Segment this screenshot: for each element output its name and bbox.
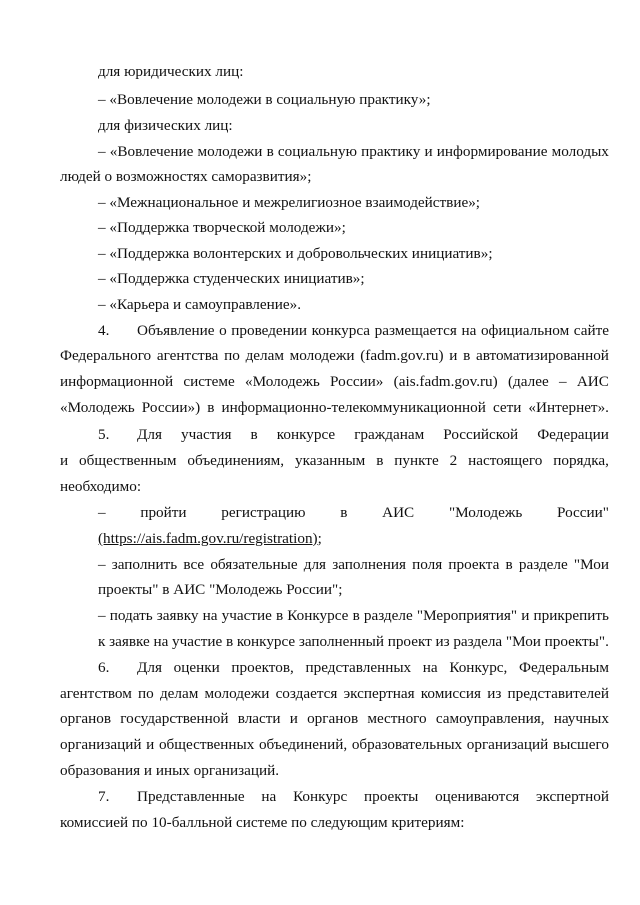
- word: информационной: [60, 373, 174, 390]
- text-line: – «Карьера и самоуправление».: [98, 296, 301, 313]
- word: заполнения: [332, 556, 406, 573]
- text-line-justified: [60, 373, 609, 391]
- word: из: [435, 633, 450, 650]
- text-line: – «Поддержка волонтерских и добровольческих инициатив»;: [98, 245, 493, 262]
- text-line: – «Вовлечение молодежи в социальную практику»;: [98, 91, 431, 108]
- word: и: [289, 710, 298, 727]
- text-line-justified: [137, 659, 609, 677]
- text-line-justified: [60, 452, 609, 470]
- word: участие: [172, 633, 223, 650]
- paragraph-number: 7.: [98, 788, 110, 805]
- word: указанным: [295, 452, 366, 469]
- text-line-justified: [98, 143, 609, 161]
- word: органов: [60, 710, 112, 727]
- word: на: [202, 607, 218, 624]
- word: Для: [137, 426, 162, 443]
- word: "Мероприятия": [416, 607, 518, 624]
- word: объединений,: [258, 736, 348, 753]
- word: по: [224, 347, 240, 364]
- word: проекты: [364, 788, 419, 805]
- word: участие: [221, 607, 272, 624]
- word: в: [266, 143, 274, 160]
- word: высшего: [552, 736, 609, 753]
- word: на: [261, 788, 277, 805]
- word: АИС: [576, 373, 609, 390]
- text-line: для юридических лиц:: [98, 63, 244, 80]
- word: из: [487, 685, 502, 702]
- text-line: для физических лиц:: [98, 117, 233, 134]
- text-line-justified: [98, 504, 609, 522]
- word: Конкурсе: [287, 607, 349, 624]
- word: регистрацию: [221, 504, 306, 521]
- text-line: [98, 530, 322, 548]
- word: по: [138, 685, 154, 702]
- text-line-justified: [60, 685, 609, 703]
- word: системе: [183, 373, 235, 390]
- word: и: [424, 143, 433, 160]
- word: (ais.fadm.gov.ru): [393, 373, 498, 390]
- word: проекты".: [544, 633, 609, 650]
- word: поля: [412, 556, 443, 573]
- word: в: [340, 504, 348, 521]
- word: разделе: [518, 556, 568, 573]
- word: «Интернет».: [528, 399, 609, 416]
- word: делам: [245, 347, 284, 364]
- word: образовательных: [351, 736, 463, 753]
- word: –: [98, 143, 106, 160]
- word: создается: [275, 685, 338, 702]
- paragraph-number: 4.: [98, 322, 110, 339]
- word: "Молодежь: [448, 504, 523, 521]
- word: «Вовлечение: [109, 143, 194, 160]
- word: на: [153, 633, 169, 650]
- word: пункте: [394, 452, 439, 469]
- word: в: [250, 426, 258, 443]
- word: в: [225, 633, 234, 650]
- word: власти: [237, 710, 281, 727]
- word: проведении: [231, 322, 308, 339]
- word: участия: [181, 426, 232, 443]
- word: –: [558, 373, 567, 390]
- word: заполнить: [111, 556, 178, 573]
- text-line-justified: [137, 322, 609, 340]
- word: сайте: [573, 322, 609, 339]
- word: и: [146, 736, 155, 753]
- text-line: – «Межнациональное и межрелигиозное взаимодействие»;: [98, 194, 481, 211]
- word: практику: [361, 143, 421, 160]
- word: Федеральным: [519, 659, 609, 676]
- word: на: [422, 659, 438, 676]
- word: конкурса: [311, 322, 371, 339]
- word: государственной: [120, 710, 229, 727]
- word: Российской: [443, 426, 519, 443]
- word: местного: [367, 710, 427, 727]
- word: настоящего: [468, 452, 543, 469]
- word: "Мои: [505, 633, 541, 650]
- word: на: [461, 322, 477, 339]
- text-line-justified: [60, 710, 609, 728]
- word: 2: [449, 452, 458, 469]
- word: (fadm.gov.ru): [360, 347, 444, 364]
- word: «Молодежь: [245, 373, 320, 390]
- text-line: – «Поддержка студенческих инициатив»;: [98, 270, 365, 287]
- word: представителей: [507, 685, 609, 702]
- word: пройти: [140, 504, 187, 521]
- text-line: комиссией по 10-балльной системе по следующим критериям:: [60, 814, 465, 831]
- text-line-justified: [98, 633, 609, 651]
- word: экспертная: [343, 685, 415, 702]
- word: молодежи: [289, 347, 355, 364]
- text-line: людей о возможностях саморазвития»;: [60, 168, 312, 185]
- word: в: [376, 452, 384, 469]
- word: молодежи: [197, 143, 263, 160]
- word: –: [98, 607, 106, 624]
- word: проекта: [448, 556, 500, 573]
- word: проект: [387, 633, 432, 650]
- word: официальном: [480, 322, 570, 339]
- text-line-justified: [60, 736, 609, 754]
- text-line-justified: [98, 607, 609, 625]
- word: "Мои: [573, 556, 609, 573]
- paragraph-number: 5.: [98, 426, 110, 443]
- word: и: [60, 452, 69, 469]
- word: агентством: [60, 685, 132, 702]
- word: органов: [307, 710, 359, 727]
- word: обязательные: [210, 556, 298, 573]
- text-line-justified: [60, 399, 609, 417]
- word: организаций: [466, 736, 549, 753]
- text-line: необходимо:: [60, 478, 142, 495]
- word: самоуправления,: [435, 710, 545, 727]
- word: –: [98, 504, 106, 521]
- word: подать: [109, 607, 153, 624]
- word: социальную: [277, 143, 357, 160]
- word: и: [449, 347, 458, 364]
- paragraph-number: 6.: [98, 659, 110, 676]
- word: России": [557, 504, 609, 521]
- text-line-justified: [137, 788, 609, 806]
- word: и: [521, 607, 530, 624]
- word: объединениям,: [187, 452, 285, 469]
- word: порядка,: [553, 452, 609, 469]
- word: информирование: [436, 143, 548, 160]
- word: оцениваются: [435, 788, 520, 805]
- word: размещается: [374, 322, 457, 339]
- text-fragment: ;: [317, 530, 322, 547]
- text-line: проекты" в АИС "Молодежь России";: [98, 581, 343, 598]
- word: АИС: [382, 504, 415, 521]
- text-line: образования и иных организаций.: [60, 762, 280, 779]
- word: делам: [159, 685, 199, 702]
- word: организаций: [60, 736, 142, 753]
- word: гражданам: [354, 426, 425, 443]
- word: в: [505, 556, 513, 573]
- word: конкурсе: [236, 633, 296, 650]
- word: Федерального: [60, 347, 152, 364]
- text-line: – «Поддержка творческой молодежи»;: [98, 219, 346, 236]
- word: молодых: [551, 143, 609, 160]
- text-line-justified: [60, 347, 609, 365]
- word: информационно-телекоммуникационной: [221, 399, 486, 416]
- word: все: [183, 556, 205, 573]
- word: (далее: [507, 373, 549, 390]
- word: заявке: [109, 633, 150, 650]
- word: заполненный: [298, 633, 384, 650]
- word: разделе: [363, 607, 413, 624]
- word: агентства: [156, 347, 219, 364]
- word: раздела: [453, 633, 503, 650]
- text-line-justified: [137, 426, 609, 444]
- word: экспертной: [535, 788, 609, 805]
- word: научных: [553, 710, 609, 727]
- text-line-justified: [98, 556, 609, 574]
- word: заявку: [156, 607, 199, 624]
- word: России»): [141, 399, 201, 416]
- word: для: [303, 556, 327, 573]
- word: России»: [330, 373, 384, 390]
- word: оценки: [173, 659, 220, 676]
- word: Объявление: [137, 322, 215, 339]
- word: прикрепить: [533, 607, 609, 624]
- word: Представленные: [137, 788, 245, 805]
- word: общественных: [158, 736, 255, 753]
- word: общественным: [79, 452, 177, 469]
- word: сети: [492, 399, 522, 416]
- word: проектов,: [231, 659, 294, 676]
- word: представленных: [305, 659, 412, 676]
- word: к: [98, 633, 106, 650]
- registration-link[interactable]: (https://ais.fadm.gov.ru/registration): [98, 530, 318, 547]
- word: автоматизированной: [476, 347, 609, 364]
- word: о: [219, 322, 227, 339]
- word: «Молодежь: [60, 399, 135, 416]
- word: в: [463, 347, 471, 364]
- word: Для: [137, 659, 162, 676]
- word: Конкурс: [293, 788, 348, 805]
- word: Конкурс,: [449, 659, 508, 676]
- word: в: [207, 399, 215, 416]
- word: в: [275, 607, 284, 624]
- word: –: [98, 556, 106, 573]
- word: молодежи: [204, 685, 270, 702]
- word: комиссия: [420, 685, 482, 702]
- word: в: [352, 607, 360, 624]
- word: конкурсе: [276, 426, 336, 443]
- word: Федерации: [537, 426, 609, 443]
